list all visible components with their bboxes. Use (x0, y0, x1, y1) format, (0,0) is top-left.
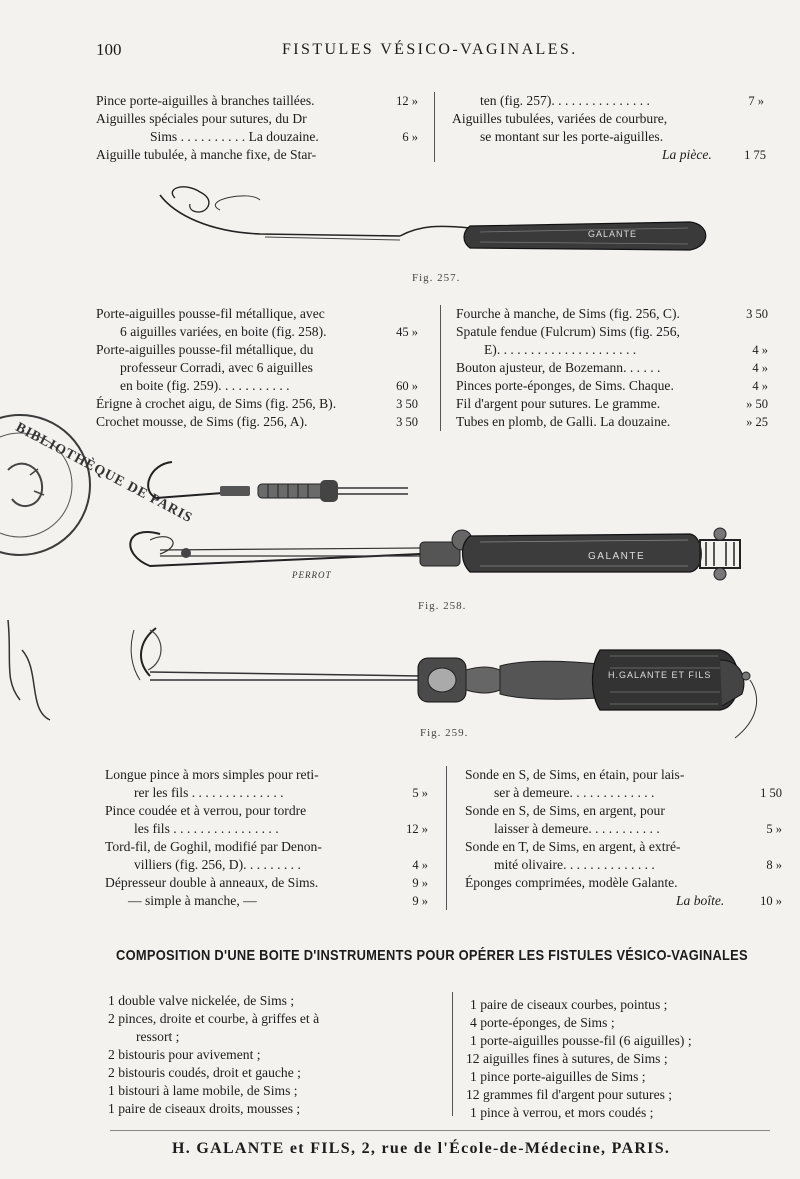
item-line: Crochet mousse, de Sims (fig. 256, A). (96, 414, 308, 429)
list-item: 1 bistouri à lame mobile, de Sims ; (108, 1083, 298, 1098)
item-line: Sonde en T, de Sims, en argent, à extré- (465, 839, 681, 854)
needle-holder-illustration (0, 450, 800, 590)
item-line: La boîte. (676, 893, 725, 908)
list-item: 12 grammes fil d'argent pour sutures ; (466, 1087, 673, 1102)
list-item: 1 pince porte-aiguilles de Sims ; (470, 1069, 646, 1084)
item-price: 6 » (402, 130, 418, 144)
item-line: Tord-fil, de Goghil, modifié par Denon- (105, 839, 322, 854)
item-line: Longue pince à mors simples pour reti- (105, 767, 319, 782)
item-price: 1 75 (744, 148, 766, 162)
list-item: 1 porte-aiguilles pousse-fil (6 aiguilles) ; (470, 1033, 692, 1048)
item-line: mité olivaire. . . . . . . . . . . . . . (494, 857, 655, 872)
item-line: Pinces porte-éponges, de Sims. Chaque. (456, 378, 674, 393)
item-price: 60 » (396, 379, 418, 393)
item-price: 5 » (766, 822, 782, 836)
item-line: Dépresseur double à anneaux, de Sims. (105, 875, 319, 890)
item-line: Bouton ajusteur, de Bozemann. . . . . . (456, 360, 661, 375)
figure-caption: Fig. 259. (420, 727, 469, 739)
list-item: ressort ; (136, 1029, 180, 1044)
item-price: 3 50 (746, 307, 768, 321)
publisher-footer: H. GALANTE et FILS, 2, rue de l'École-de-Médecine, PARIS. (172, 1140, 671, 1157)
item-price: 4 » (752, 361, 768, 375)
list-item: 1 pince à verrou, et mors coudés ; (470, 1105, 654, 1120)
page-title: FISTULES VÉSICO-VAGINALES. (282, 41, 578, 58)
item-line: Pince coudée et à verrou, pour tordre (105, 803, 307, 818)
item-price: 10 » (760, 894, 782, 908)
item-price: 3 50 (396, 397, 418, 411)
item-price: 5 » (412, 786, 428, 800)
item-price: 9 » (412, 894, 428, 908)
item-price: 45 » (396, 325, 418, 339)
figure-caption: Fig. 257. (412, 272, 461, 284)
figure-caption: Fig. 258. (418, 600, 467, 612)
item-line: villiers (fig. 256, D). . . . . . . . . (134, 857, 301, 872)
item-price: » 50 (746, 397, 768, 411)
item-line: en boite (fig. 259). . . . . . . . . . . (120, 378, 290, 393)
engraver-signature: PERROT (292, 570, 332, 580)
composition-title: COMPOSITION D'UNE BOITE D'INSTRUMENTS POUR OPÉRER LES FISTULES VÉSICO-VAGINALES (116, 947, 748, 964)
engraving-label: H.GALANTE ET FILS (608, 670, 712, 680)
list-item: 2 bistouris coudés, droit et gauche ; (108, 1065, 301, 1080)
item-line: Aiguilles spéciales pour sutures, du Dr (96, 111, 307, 126)
item-line: Spatule fendue (Fulcrum) Sims (fig. 256, (456, 324, 680, 339)
item-line: Aiguilles tubulées, variées de courbure, (452, 111, 668, 126)
item-line: Éponges comprimées, modèle Galante. (465, 875, 678, 890)
column-divider (452, 992, 453, 1116)
page-number: 100 (96, 40, 122, 59)
item-price: 7 » (748, 94, 764, 108)
list-item: 1 paire de ciseaux courbes, pointus ; (470, 997, 668, 1012)
item-line: Tubes en plomb, de Galli. La douzaine. (456, 414, 671, 429)
item-line: Aiguille tubulée, à manche fixe, de Star- (96, 147, 317, 162)
list-item: 4 porte-éponges, de Sims ; (470, 1015, 615, 1030)
item-line: — simple à manche, — (128, 893, 257, 908)
item-line: professeur Corradi, avec 6 aiguilles (120, 360, 313, 375)
item-line: Fil d'argent pour sutures. Le gramme. (456, 396, 661, 411)
footer-rule (110, 1130, 770, 1131)
engraving-label: GALANTE (588, 551, 646, 562)
item-line: Porte-aiguilles pousse-fil métallique, avec (96, 306, 325, 321)
item-line: Porte-aiguilles pousse-fil métallique, du (96, 342, 314, 357)
corradi-needle-holder-illustration (0, 620, 800, 740)
item-line: ser à demeure. . . . . . . . . . . . . (494, 785, 655, 800)
column-divider (446, 766, 447, 910)
list-item: 2 pinces, droite et courbe, à griffes et à (108, 1011, 320, 1026)
item-price: 12 » (406, 822, 428, 836)
item-line: Pince porte-aiguilles à branches taillées. (96, 93, 315, 108)
engraving-label: GALANTE (588, 229, 638, 239)
item-price: 9 » (412, 876, 428, 890)
tubulated-needle-illustration (0, 0, 800, 300)
item-price: 12 » (396, 94, 418, 108)
margin-marks (0, 610, 60, 730)
item-line: les fils . . . . . . . . . . . . . . . . (134, 821, 279, 836)
item-price: 8 » (766, 858, 782, 872)
item-line: 6 aiguilles variées, en boite (fig. 258). (120, 324, 327, 339)
item-line: rer les fils . . . . . . . . . . . . . . (134, 785, 284, 800)
item-line: ten (fig. 257). . . . . . . . . . . . . . . (480, 93, 650, 108)
item-price: 4 » (412, 858, 428, 872)
column-divider (440, 305, 441, 431)
item-price: 1 50 (760, 786, 782, 800)
item-price: 4 » (752, 379, 768, 393)
item-price: 3 50 (396, 415, 418, 429)
item-line: La pièce. (662, 147, 712, 162)
item-line: laisser à demeure. . . . . . . . . . . (494, 821, 660, 836)
item-line: Érigne à crochet aigu, de Sims (fig. 256, B). (96, 396, 337, 411)
item-price: » 25 (746, 415, 768, 429)
list-item: 12 aiguilles fines à sutures, de Sims ; (466, 1051, 668, 1066)
item-line: Sonde en S, de Sims, en étain, pour lais- (465, 767, 685, 782)
item-line: Sims . . . . . . . . . . La douzaine. (150, 129, 319, 144)
list-item: 1 paire de ciseaux droits, mousses ; (108, 1101, 301, 1116)
list-item: 2 bistouris pour avivement ; (108, 1047, 261, 1062)
item-line: se montant sur les porte-aiguilles. (480, 129, 664, 144)
list-item: 1 double valve nickelée, de Sims ; (108, 993, 295, 1008)
item-price: 4 » (752, 343, 768, 357)
item-line: Fourche à manche, de Sims (fig. 256, C). (456, 306, 680, 321)
item-line: E). . . . . . . . . . . . . . . . . . . . . (484, 342, 637, 357)
item-line: Sonde en S, de Sims, en argent, pour (465, 803, 665, 818)
stamp-text: BIBLIOTHÈQUE DE PARIS (12, 420, 195, 527)
